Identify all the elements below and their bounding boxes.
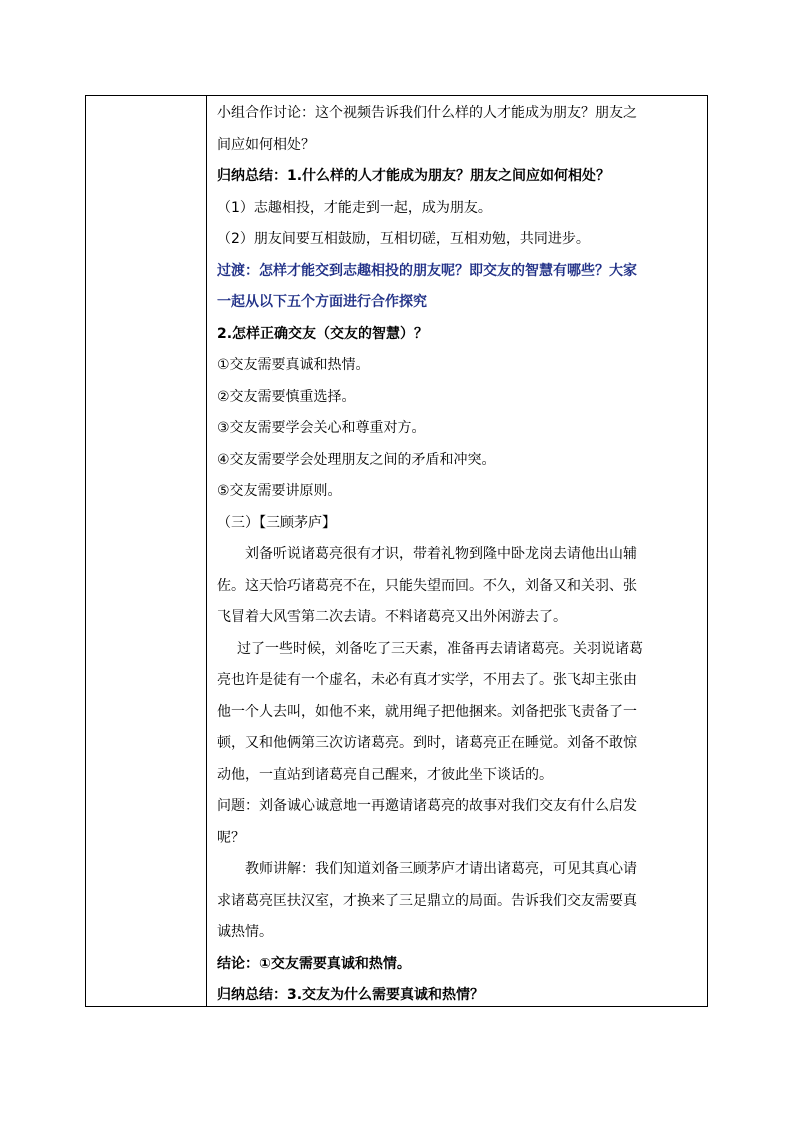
transition-line-1: 过渡：怎样才能交到志趣相投的朋友呢？即交友的智慧有哪些？大家 xyxy=(217,262,637,279)
story-paragraph-2-line-1: 过了一些时候，刘备吃了三天素，准备再去请诸葛亮。关羽说诸葛 xyxy=(237,640,643,657)
story-paragraph-1-line-2: 佐。这天恰巧诸葛亮不在，只能失望而回。不久，刘备又和关羽、张 xyxy=(217,577,637,594)
wisdom-item-1: ①交友需要真诚和热情。 xyxy=(217,357,370,373)
summary-heading-3: 归纳总结：3.交友为什么需要真诚和热情？ xyxy=(217,987,485,1003)
wisdom-item-3: ③交友需要学会关心和尊重对方。 xyxy=(217,420,426,436)
wisdom-item-5: ⑤交友需要讲原则。 xyxy=(217,483,342,499)
wisdom-item-4: ④交友需要学会处理朋友之间的矛盾和冲突。 xyxy=(217,451,496,468)
section-heading-2: 2.怎样正确交友（交友的智慧）？ xyxy=(217,325,429,342)
question-line-1: 问题：刘备诚心诚意地一再邀请诸葛亮的故事对我们交友有什么启发 xyxy=(217,798,637,814)
story-paragraph-2-line-2: 亮也许是徒有一个虚名，未必有真才实学，不用去了。张飞却主张由 xyxy=(217,672,637,688)
conclusion-line: 结论：①交友需要真诚和热情。 xyxy=(217,955,411,972)
lesson-content-cell xyxy=(217,98,703,1012)
teacher-explanation-line-3: 诚热情。 xyxy=(217,924,273,940)
discussion-prompt-line-1: 小组合作讨论：这个视频告诉我们什么样的人才能成为朋友？朋友之 xyxy=(217,105,637,121)
wisdom-item-2: ②交友需要慎重选择。 xyxy=(217,388,356,405)
transition-line-2: 一起从以下五个方面进行合作探究 xyxy=(217,294,427,310)
story-title: （三）【三顾茅庐】 xyxy=(217,514,336,531)
story-paragraph-1-line-3: 飞冒着大风雪第二次去请。不料诸葛亮又出外闲游去了。 xyxy=(217,609,567,625)
summary-point-2: （2）朋友间要互相鼓励，互相切磋，互相劝勉，共同进步。 xyxy=(217,231,590,247)
summary-heading-1: 归纳总结：1.什么样的人才能成为朋友？朋友之间应如何相处？ xyxy=(217,168,611,184)
teacher-explanation-line-1: 教师讲解：我们知道刘备三顾茅庐才请出诸葛亮，可见其真心请 xyxy=(245,861,637,877)
story-paragraph-2-line-4: 顿，又和他俩第三次访诸葛亮。到时，诸葛亮正在睡觉。刘备不敢惊 xyxy=(217,735,637,751)
story-paragraph-1-line-1: 刘备听说诸葛亮很有才识，带着礼物到隆中卧龙岗去请他出山辅 xyxy=(245,546,637,562)
question-line-2: 呢？ xyxy=(217,829,245,846)
story-paragraph-2-line-3: 他一个人去叫，如他不来，就用绳子把他捆来。刘备把张飞责备了一 xyxy=(217,703,637,720)
summary-point-1: （1）志趣相投，才能走到一起，成为朋友。 xyxy=(217,199,492,216)
column-divider xyxy=(206,95,207,1007)
story-paragraph-2-line-5: 动他，一直站到诸葛亮自己醒来，才彼此坐下谈话的。 xyxy=(217,766,553,783)
teacher-explanation-line-2: 求诸葛亮匡扶汉室，才换来了三足鼎立的局面。告诉我们交友需要真 xyxy=(217,892,637,909)
discussion-prompt-line-2: 间应如何相处？ xyxy=(217,136,315,153)
